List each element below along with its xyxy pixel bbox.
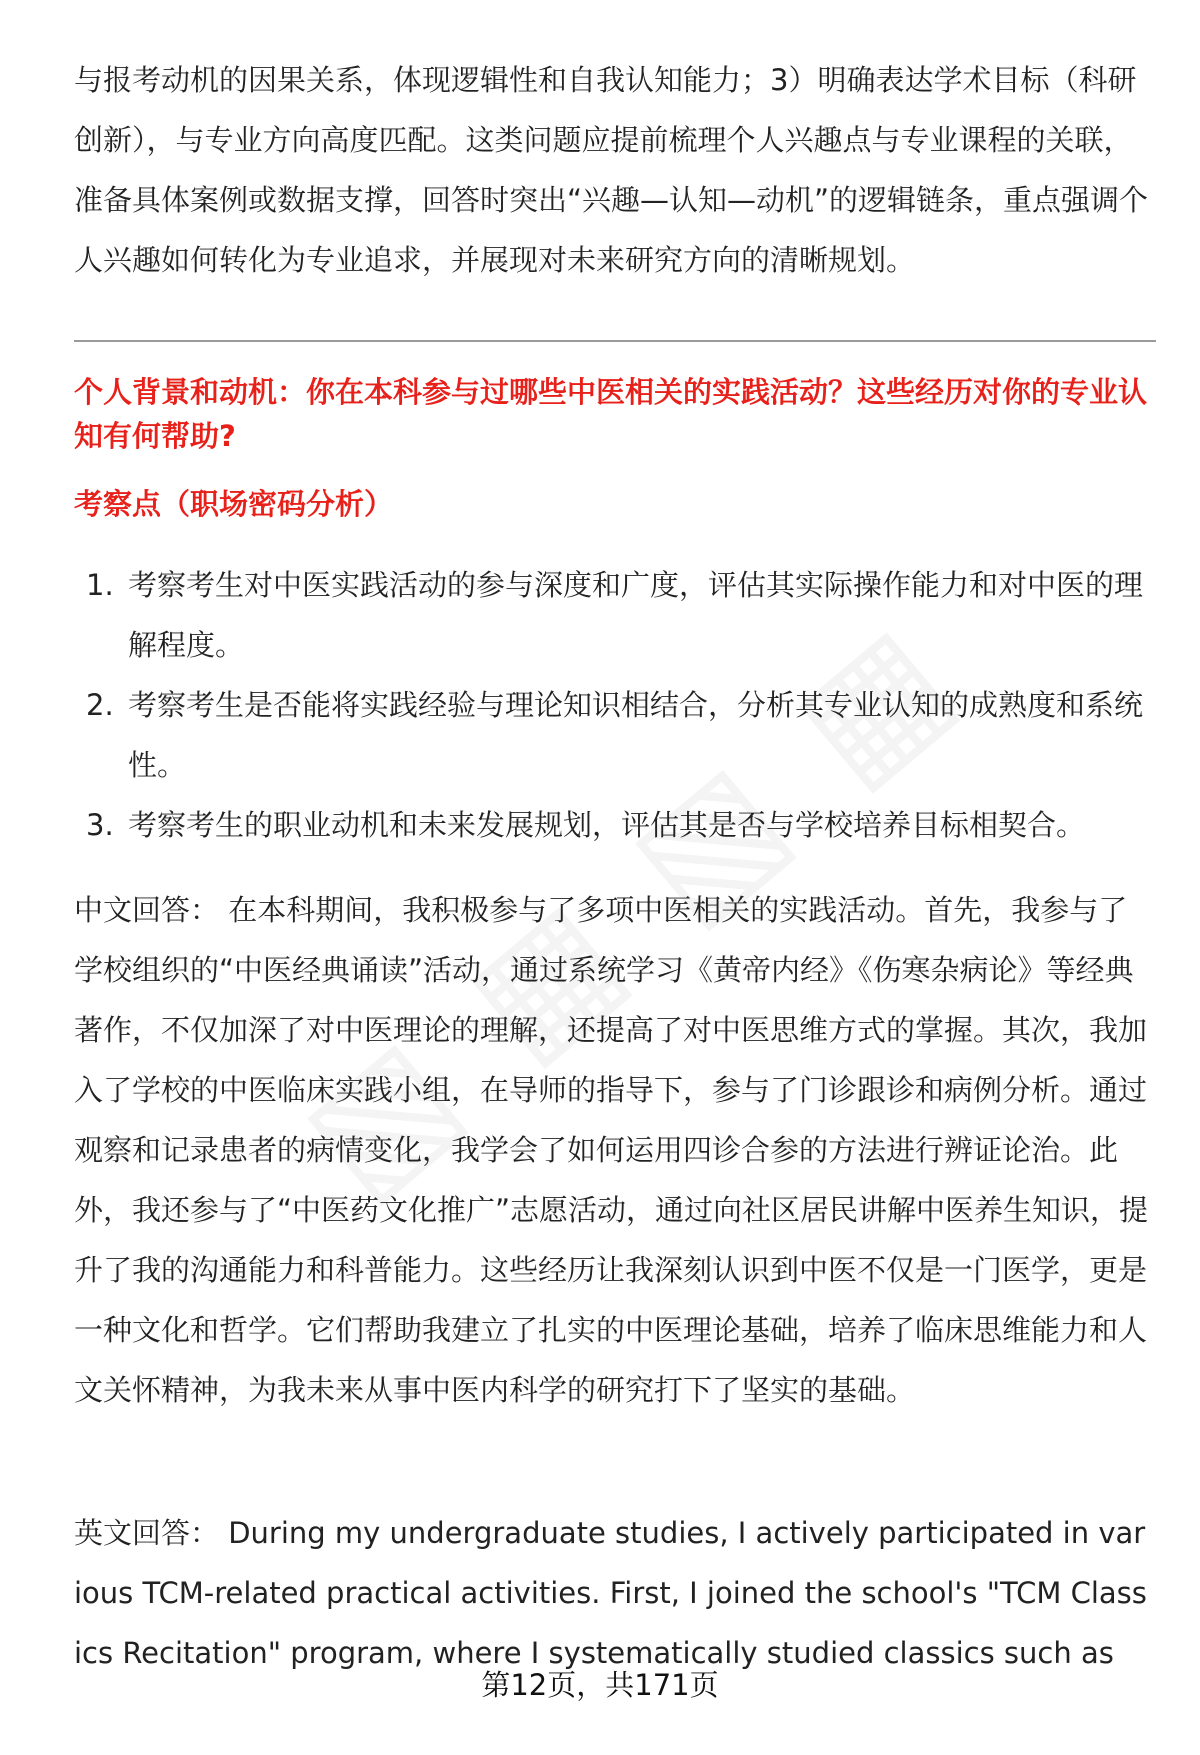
question-heading: 个人背景和动机：你在本科参与过哪些中医相关的实践活动？这些经历对你的专业认知有何帮助? [74, 375, 1148, 453]
intro-paragraph: 与报考动机的因果关系，体现逻辑性和自我认知能力；3）明确表达学术目标（科研创新），与专业方向高度匹配。这类问题应提前梳理个人兴趣点与专业课程的关联，准备具体案例或数据支撑，回答时突出“兴趣—认知—动机”的逻辑链条，重点强调个人兴趣如何转化为专业追求，并展现对未来研究方向的清晰规划。 [74, 63, 1149, 277]
chinese-answer: 中文回答： 在本科期间，我积极参与了多项中医相关的实践活动。首先，我参与了学校组织的“中医经典诵读”活动，通过系统学习《黄帝内经》《伤寒杂病论》等经典著作，不仅加深了对中医理论的理解，还提高了对中医思维方式的掌握。其次，我加入了学校的中医临床实践小组，在导师的指导下，参与了门诊跟诊和病例分析。通过观察和记录患者的病情变化，我学会了如何运用四诊合参的方法进行辨证论治。此外，我还参与了“中医药文化推广”志愿活动，通过向社区居民讲解中医养生知识，提升了我的沟通能力和科普能力。这些经历让我深刻认识到中医不仅是一门医学，更是一种文化和哲学。它们帮助我建立了扎实的中医理论基础，培养了临床思维能力和人文关怀精神，为我未来从事中医内科学的研究打下了坚实的基础。 [74, 893, 1149, 1407]
list-number: 2. [86, 688, 114, 722]
list-item [74, 795, 1156, 855]
assessment-heading: 考察点（职场密码分析） [74, 487, 394, 521]
list-number: 1. [86, 568, 114, 602]
page-footer: 第12页，共171页 [481, 1668, 719, 1702]
list-text: 考察考生对中医实践活动的参与深度和广度，评估其实际操作能力和对中医的理解程度。 [128, 568, 1144, 662]
english-answer: 英文回答： During my undergraduate studies, I actively participated in various TCM-related practical activities. First, I joined the school's "TCM Classics Recitation" program, where I systematically studied classics such as [74, 1516, 1147, 1670]
section-divider [74, 340, 1156, 342]
list-number: 3. [86, 808, 114, 842]
list-item [74, 675, 1156, 795]
list-text: 考察考生是否能将实践经验与理论知识相结合，分析其专业认知的成熟度和系统性。 [128, 688, 1144, 782]
list-item [74, 555, 1156, 675]
assessment-list [74, 555, 1156, 855]
list-text: 考察考生的职业动机和未来发展规划，评估其是否与学校培养目标相契合。 [128, 808, 1086, 842]
